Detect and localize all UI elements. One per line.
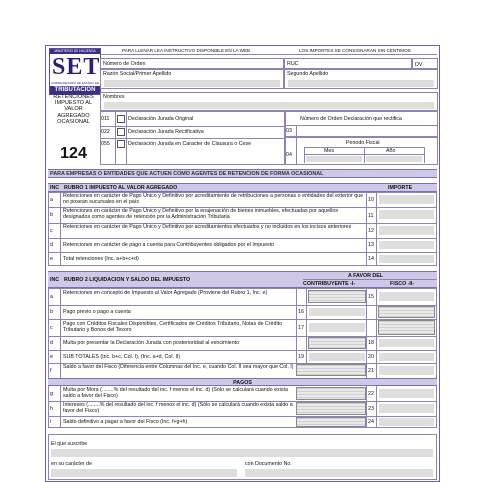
- segundo-apellido-label: Segundo Apellido: [287, 71, 329, 77]
- rectifica-code: 03: [286, 128, 292, 134]
- rubro1-input-10[interactable]: [379, 195, 434, 204]
- logo-bottom-text: TRIBUTACION: [50, 86, 100, 94]
- mes-label: Mes: [324, 148, 335, 154]
- option-checkbox-rectificativa[interactable]: [117, 128, 125, 136]
- rubro2-row-b: b Pago previo o pago a cuenta 16: [48, 305, 437, 319]
- rubro1-input-14[interactable]: [379, 255, 434, 263]
- dv-field[interactable]: [412, 58, 438, 69]
- rubro1-importe-label: IMPORTE: [388, 185, 413, 191]
- firma-block: [48, 434, 437, 480]
- numero-orden-label: Número de Orden: [103, 61, 146, 67]
- suscribe-input[interactable]: [51, 449, 433, 457]
- logo-text: SET: [52, 54, 101, 80]
- rubro2-input-15[interactable]: [379, 292, 434, 301]
- logo-top-text: MINISTERIO DE HACIENDA: [50, 49, 100, 54]
- importes-note: LOS IMPORTES SE CONSIGNARAN SIN CENTIMOS: [299, 48, 411, 53]
- rubro2-header: INC RUBRO 2 LIQUIDACION Y SALDO DEL IMPUESTO A FAVOR DEL CONTRIBUYENTE -I- FISCO -II-: [48, 271, 437, 288]
- form-number: 124: [60, 145, 87, 162]
- rubro1-row-b: b Retenciones en carácter de Pago Único y Definitivo por la enajenación de bienes inmuebles, efectuadas por aquellos designados como agentes de retención por la Administración Tributaria 11: [48, 207, 437, 223]
- caracter-input[interactable]: [51, 469, 237, 477]
- nombres-field[interactable]: [100, 92, 438, 111]
- documento-label: con Documento No.: [245, 461, 292, 467]
- documento-input[interactable]: [245, 469, 433, 477]
- rubro1-row-a: a Retenciones en carácter de Pago Único y Definitivo por acreditamiento de retribuciones a personas o entidades del exterior que no posean sucursales en el país 10: [48, 192, 437, 207]
- rubro2-row-f: f Saldo a favor del Fisco (Diferencia entre Columnas del Inc. e, cuando Col. II sea mayor que Col. I) 21: [48, 363, 437, 378]
- rubro1-row-d: d Retenciones en carácter de pago a cuenta para Contribuyentes obligados por el Impuesto 13: [48, 238, 437, 252]
- numero-orden-field[interactable]: [100, 58, 284, 69]
- mes-input[interactable]: [306, 156, 362, 162]
- rubro1-row-c: c Retenciones en carácter de Pago Único y Definitivo por acreditamientos efectuados y no incluidos en los incisos anteriores 12: [48, 223, 437, 238]
- contribuyente-label: CONTRIBUYENTE -I-: [303, 281, 356, 287]
- pagos-row-h: h Intereses (........% del resultado del inc. f menos el inc. d) (Sólo se calculará cuando exista saldo a favor del Fisco) 23: [48, 401, 437, 416]
- rubro2-input-20[interactable]: [379, 353, 434, 361]
- option-code-055: 055: [101, 141, 110, 147]
- pagos-row-g: g Multa por Mora (........% del resultado del inc. f menos el inc. d) (Sólo se calculará cuando exista saldo a favor del Fisco) 22: [48, 386, 437, 401]
- option-checkbox-clausura[interactable]: [117, 140, 125, 148]
- pagos-row-i: i Saldo definitivo a pagar a favor del Fisco (Inc. f+g+h) 24: [48, 416, 437, 428]
- rubro1-input-11[interactable]: [379, 210, 434, 219]
- rectifica-label: Número de Orden Declaración que rectifica: [300, 116, 402, 122]
- razon-social-field[interactable]: [100, 69, 284, 89]
- nombres-label: Nombres: [103, 94, 125, 100]
- razon-social-label: Razón Social/Primer Apellido: [103, 71, 172, 77]
- option-checkbox-original[interactable]: [117, 115, 125, 123]
- periodo-fiscal-label: Periodo Fiscal: [346, 140, 380, 146]
- rubro2-input-18[interactable]: [379, 339, 434, 347]
- dv-label: DV: [415, 62, 423, 68]
- ruc-label: RUC: [287, 61, 299, 67]
- pagos-input-22[interactable]: [379, 389, 434, 398]
- anio-input[interactable]: [366, 156, 422, 162]
- rubro2-input-19[interactable]: [309, 353, 365, 361]
- option-code-011: 011: [101, 116, 110, 122]
- rubro2-row-a: a Retenciones en concepto de Impuesto al Valor Agregado (Proviene del Rubro 1, Inc. e) 15: [48, 288, 437, 305]
- logo-sub-text: SUBSECRETARIA DE ESTADO DE: [51, 81, 99, 85]
- option-label-original: Declaración Jurada Original: [128, 116, 194, 122]
- periodo-code: 04: [286, 152, 292, 158]
- rubro2-input-16[interactable]: [309, 308, 365, 316]
- pagos-input-23[interactable]: [379, 404, 434, 413]
- rubro2-row-c: c Pago con Créditos Fiscales Disponibles, Certificados de Créditos Tributario, Notas de Crédito Tributario y Bonos del Tesoro 17: [48, 319, 437, 336]
- instructivo-note: PARA LLENAR LEA INSTRUCTIVO DISPONIBLE EN LA WEB: [122, 48, 251, 53]
- rubro1-header: INC RUBRO 1 IMPUESTO AL VALOR AGREGADO IMPORTE: [48, 183, 437, 192]
- rubro2-title: RUBRO 2 LIQUIDACION Y SALDO DEL IMPUESTO: [64, 277, 191, 283]
- rubro2-input-21[interactable]: [379, 366, 434, 375]
- periodo-fiscal-field[interactable]: [285, 137, 438, 165]
- pagos-input-24[interactable]: [379, 418, 434, 426]
- option-code-022: 022: [101, 129, 110, 135]
- rubro2-row-e: e SUB TOTALES (Inc. b+c, Col. I), (Inc. a+d, Col. II) 19 20: [48, 350, 437, 363]
- rubro1-row-e: e Total retenciones (Inc. a+b+c+d) 14: [48, 252, 437, 266]
- ruc-field[interactable]: [284, 58, 412, 69]
- rectifica-field[interactable]: [285, 111, 438, 137]
- rubro1-input-13[interactable]: [379, 241, 434, 249]
- rubro1-title: RUBRO 1 IMPUESTO AL VALOR AGREGADO: [64, 185, 178, 191]
- anio-label: Año: [386, 148, 396, 154]
- fisco-label: FISCO -II-: [390, 281, 415, 287]
- a-favor-label: A FAVOR DEL: [348, 273, 384, 279]
- rubro1-input-12[interactable]: [379, 226, 434, 235]
- agentes-banner: PARA EMPRESAS O ENTIDADES QUE ACTUEN COMO AGENTES DE RETENCION DE FORMA OCASIONAL: [48, 169, 437, 178]
- caracter-label: en su carácter de: [51, 461, 92, 467]
- segundo-apellido-field[interactable]: [284, 69, 438, 89]
- form-title: RETENCIONES IMPUESTO AL VALOR AGREGADO OCASIONAL: [53, 94, 94, 125]
- tax-form-124: [45, 45, 440, 482]
- suscribe-label: El que suscribe: [51, 441, 88, 447]
- option-label-clausura: Declaración Jurada en Caracter de Clausura o Cese: [128, 141, 252, 147]
- rubro2-row-d: d Multa por presentar la Declaración Jurada con posterioridad al vencimiento 18: [48, 336, 437, 350]
- pagos-header: PAGOS: [48, 378, 437, 386]
- set-logo: [49, 48, 101, 95]
- rubro2-input-17[interactable]: [309, 323, 365, 332]
- option-label-rectificativa: Declaración Jurada Rectificativa: [128, 129, 204, 135]
